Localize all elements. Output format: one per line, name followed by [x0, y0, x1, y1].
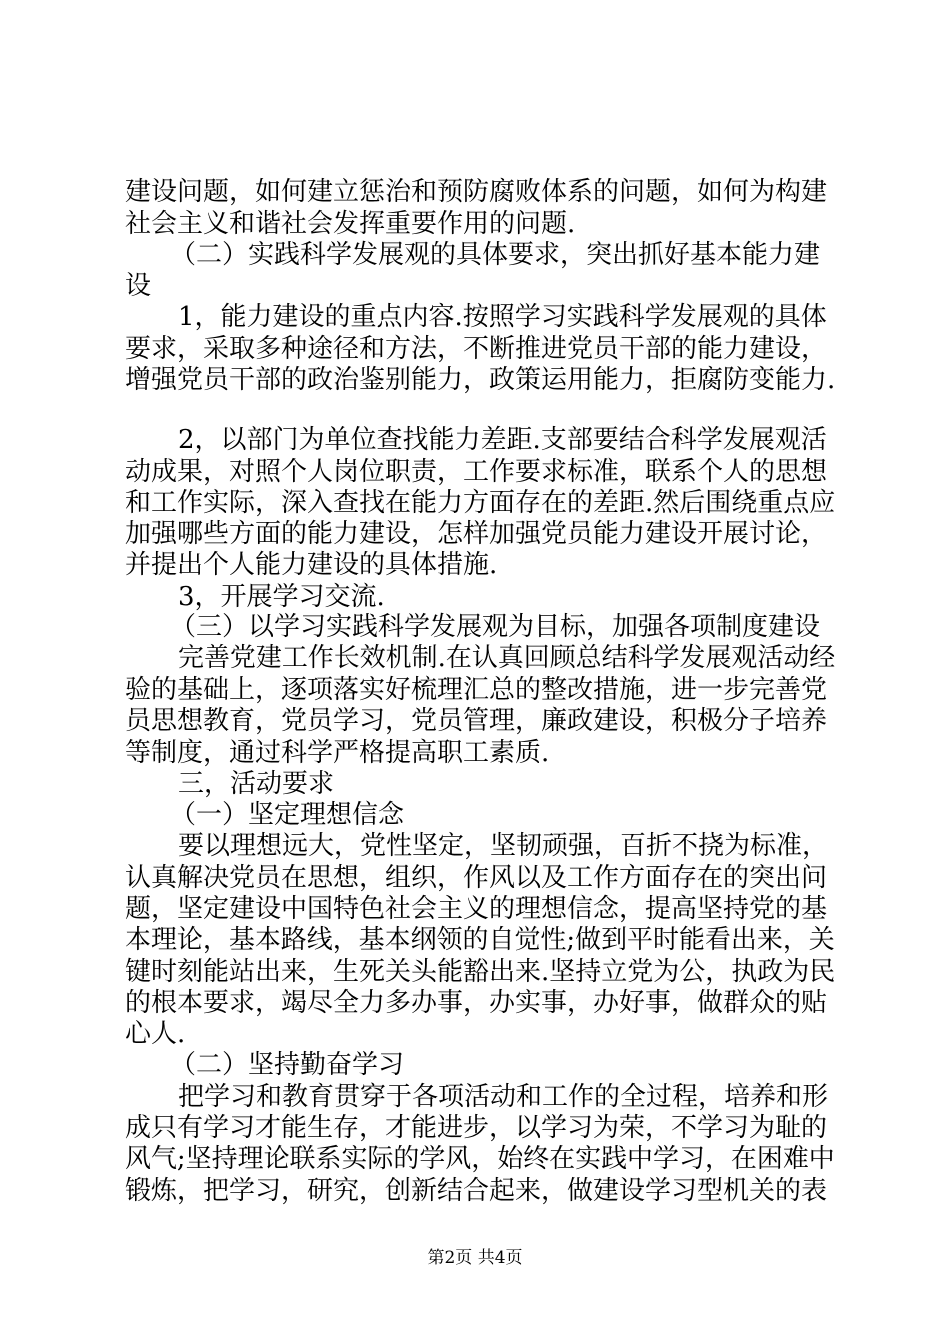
text-line: 加强哪些方面的能力建设，怎样加强党员能力建设开展讨论，	[125, 519, 828, 549]
page-number-footer: 第2页 共4页	[427, 1248, 523, 1268]
text-line: 把学习和教育贯穿于各项活动和工作的全过程，培养和形	[178, 1082, 829, 1112]
text-line: 增强党员干部的政治鉴别能力，政策运用能力，拒腐防变能力.	[125, 365, 836, 395]
text-line: 2，以部门为单位查找能力差距.支部要结合科学发展观活	[178, 425, 827, 455]
text-line: 键时刻能站出来，生死关头能豁出来.坚持立党为公，执政为民	[125, 957, 836, 987]
text-line: 题，坚定建设中国特色社会主义的理想信念，提高坚持党的基	[125, 894, 828, 924]
text-line: 心人.	[125, 1019, 186, 1049]
text-line: 成只有学习才能生存，才能进步，以学习为荣，不学习为耻的	[125, 1113, 828, 1143]
section-heading: （二）坚持勤奋学习	[170, 1050, 405, 1080]
text-line: 本理论，基本路线，基本纲领的自觉性;做到平时能看出来，关	[125, 925, 835, 955]
section-heading: 三，活动要求	[178, 769, 335, 799]
text-line: 社会主义和谐社会发挥重要作用的问题.	[125, 209, 576, 239]
text-line: 要以理想远大，党性坚定，坚韧顽强，百折不挠为标准，	[178, 831, 829, 861]
text-line: 完善党建工作长效机制.在认真回顾总结科学发展观活动经	[178, 643, 836, 673]
section-heading: （一）坚定理想信念	[170, 800, 405, 830]
text-line: 风气;坚持理论联系实际的学风，始终在实践中学习，在困难中	[125, 1144, 835, 1174]
section-heading: （二）实践科学发展观的具体要求，突出抓好基本能力建	[170, 240, 821, 270]
text-line: 并提出个人能力建设的具体措施.	[125, 550, 498, 580]
text-line: 建设问题，如何建立惩治和预防腐败体系的问题，如何为构建	[125, 177, 828, 207]
text-line: 验的基础上，逐项落实好梳理汇总的整改措施，进一步完善党	[125, 675, 828, 705]
text-line: 等制度，通过科学严格提高职工素质.	[125, 738, 550, 768]
text-line: 的根本要求，竭尽全力多办事，办实事，办好事，做群众的贴	[125, 988, 828, 1018]
text-line: 要求，采取多种途径和方法，不断推进党员干部的能力建设，	[125, 334, 828, 364]
text-line: 锻炼，把学习，研究，创新结合起来，做建设学习型机关的表	[125, 1176, 828, 1206]
section-heading: （三）以学习实践科学发展观为目标，加强各项制度建设	[170, 612, 821, 642]
text-line: 1，能力建设的重点内容.按照学习实践科学发展观的具体	[178, 302, 827, 332]
text-line: 设	[125, 271, 152, 301]
text-line: 员思想教育，党员学习，党员管理，廉政建设，积极分子培养	[125, 706, 828, 736]
text-line: 认真解决党员在思想，组织，作风以及工作方面存在的突出问	[125, 863, 828, 893]
text-line: 和工作实际，深入查找在能力方面存在的差距.然后围绕重点应	[125, 488, 836, 518]
text-line: 3，开展学习交流.	[178, 582, 385, 612]
text-line: 动成果，对照个人岗位职责，工作要求标准，联系个人的思想	[125, 457, 828, 487]
